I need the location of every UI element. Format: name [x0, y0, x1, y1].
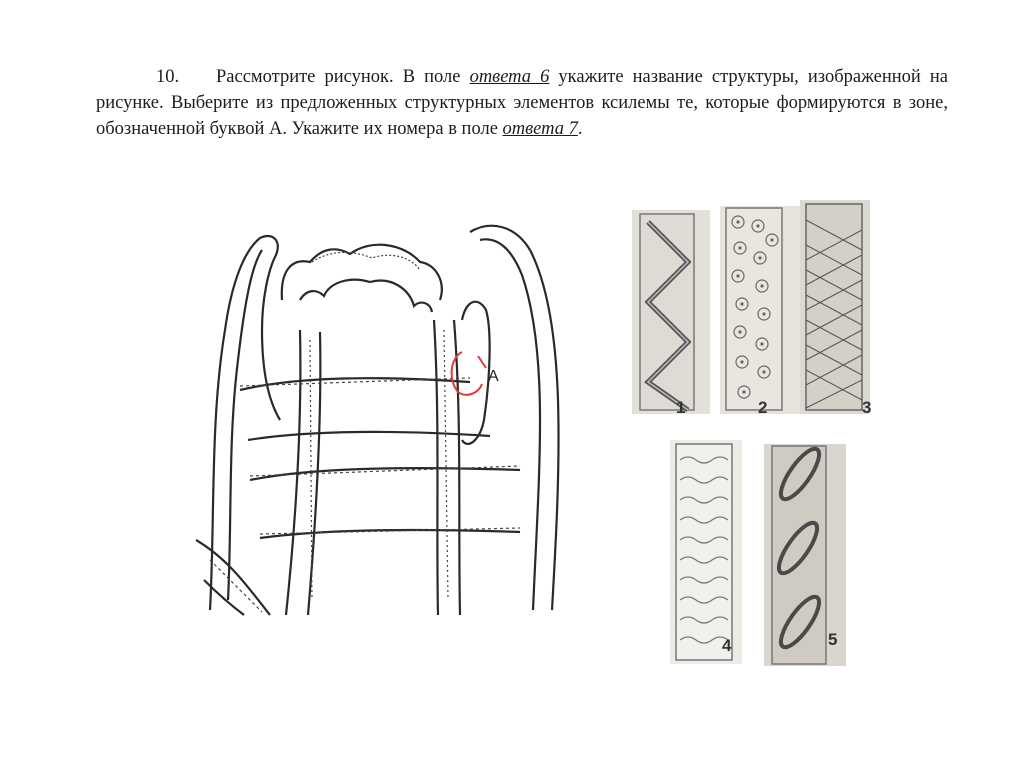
tube-3-reticulate: [800, 200, 870, 414]
tube-2-bordered-pits: [720, 206, 800, 414]
question-number: 10.: [156, 67, 180, 87]
tube-4-label: 4: [722, 636, 732, 655]
tube-1-spiral: [632, 210, 710, 414]
tube-5-label: 5: [828, 630, 838, 649]
tube-4-scalariform: [670, 440, 742, 664]
zone-a-label: A: [488, 368, 499, 385]
question-part-1: Рассмотрите рисунок. В поле: [216, 67, 470, 87]
answer-6-reference: ответа 6: [469, 67, 550, 87]
tube-3-label: 3: [862, 398, 872, 417]
answer-7-reference: ответа 7: [502, 119, 578, 139]
tube-1-label: 1: [676, 398, 686, 417]
question-part-3: .: [577, 119, 583, 139]
question-part-2: укажите название структуры, изображенной на рисунке. Выберите из предложенных структурных элементов ксилемы те, которые формируются в зоне, обозначенной буквой А. Укажите их номера в поле: [96, 67, 949, 139]
tube-2-label: 2: [758, 398, 768, 417]
